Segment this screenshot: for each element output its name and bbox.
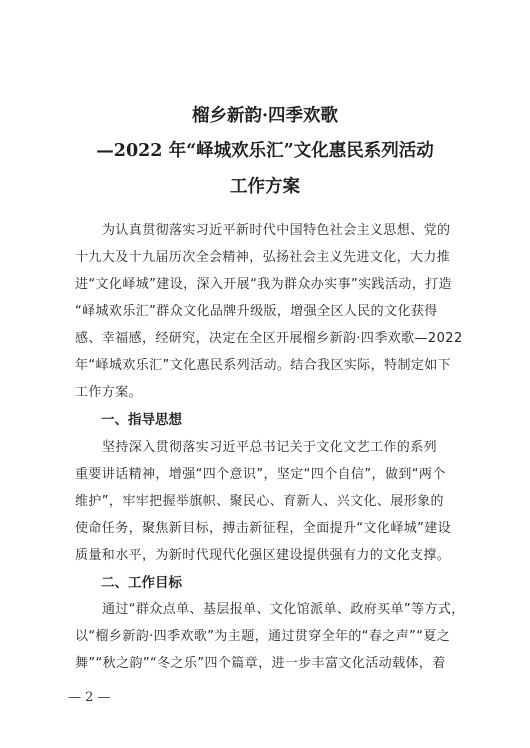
page-number: — 2 — [68, 690, 111, 705]
paragraph-line: 进“文化峄城”建设，深入开展“我为群众办实事”实践活动，打造 [75, 277, 452, 292]
paragraph-line: 舞”“秋之韵”“冬之乐”四个篇章，进一步丰富文化活动载体，着 [75, 656, 446, 671]
document-title-line-1: 榴乡新韵·四季欢歌 [191, 106, 339, 126]
paragraph-line: 以“榴乡新韵·四季欢歌”为主题，通过贯穿全年的“春之声”“夏之 [75, 629, 451, 644]
paragraph-line: “峄城欢乐汇”群众文化品牌升级版，增强全区人民的文化获得 [75, 304, 438, 319]
paragraph-line: 感、幸福感，经研究，决定在全区开展榴乡新韵·四季欢歌—2022 [75, 331, 463, 346]
paragraph-line: 工作方案。 [75, 385, 143, 400]
paragraph-line: 质量和水平，为新时代现代化强区建设提供强有力的文化支撑。 [75, 548, 451, 563]
paragraph-line: 使命任务，聚焦新目标，搏击新征程，全面提升“文化峄城”建设 [75, 521, 452, 536]
paragraph-line: 十九大及十九届历次全会精神，弘扬社会主义先进文化，大力推 [75, 250, 451, 265]
section-heading-guiding-thought: 一、指导思想 [101, 412, 182, 428]
paragraph-line: 坚持深入贯彻落实习近平总书记关于文化文艺工作的系列 [102, 440, 438, 455]
document-title-line-2: —2022 年“峄城欢乐汇”文化惠民系列活动 [96, 141, 434, 161]
paragraph-line: 为认真贯彻落实习近平新时代中国特色社会主义思想、党的 [102, 223, 451, 238]
document-title-line-3: 工作方案 [230, 177, 300, 197]
paragraph-line: 维护”，牢牢把握举旗帜、聚民心、育新人、兴文化、展形象的 [75, 494, 444, 509]
paragraph-line: 通过“群众点单、基层报单、文化馆派单、政府买单”等方式， [102, 602, 465, 617]
section-heading-work-goals: 二、工作目标 [101, 575, 182, 591]
paragraph-line: 重要讲话精神，增强“四个意识”，坚定“四个自信”，做到“两个 [75, 467, 446, 482]
paragraph-line: 年“峄城欢乐汇”文化惠民系列活动。结合我区实际，特制定如下 [75, 358, 452, 373]
